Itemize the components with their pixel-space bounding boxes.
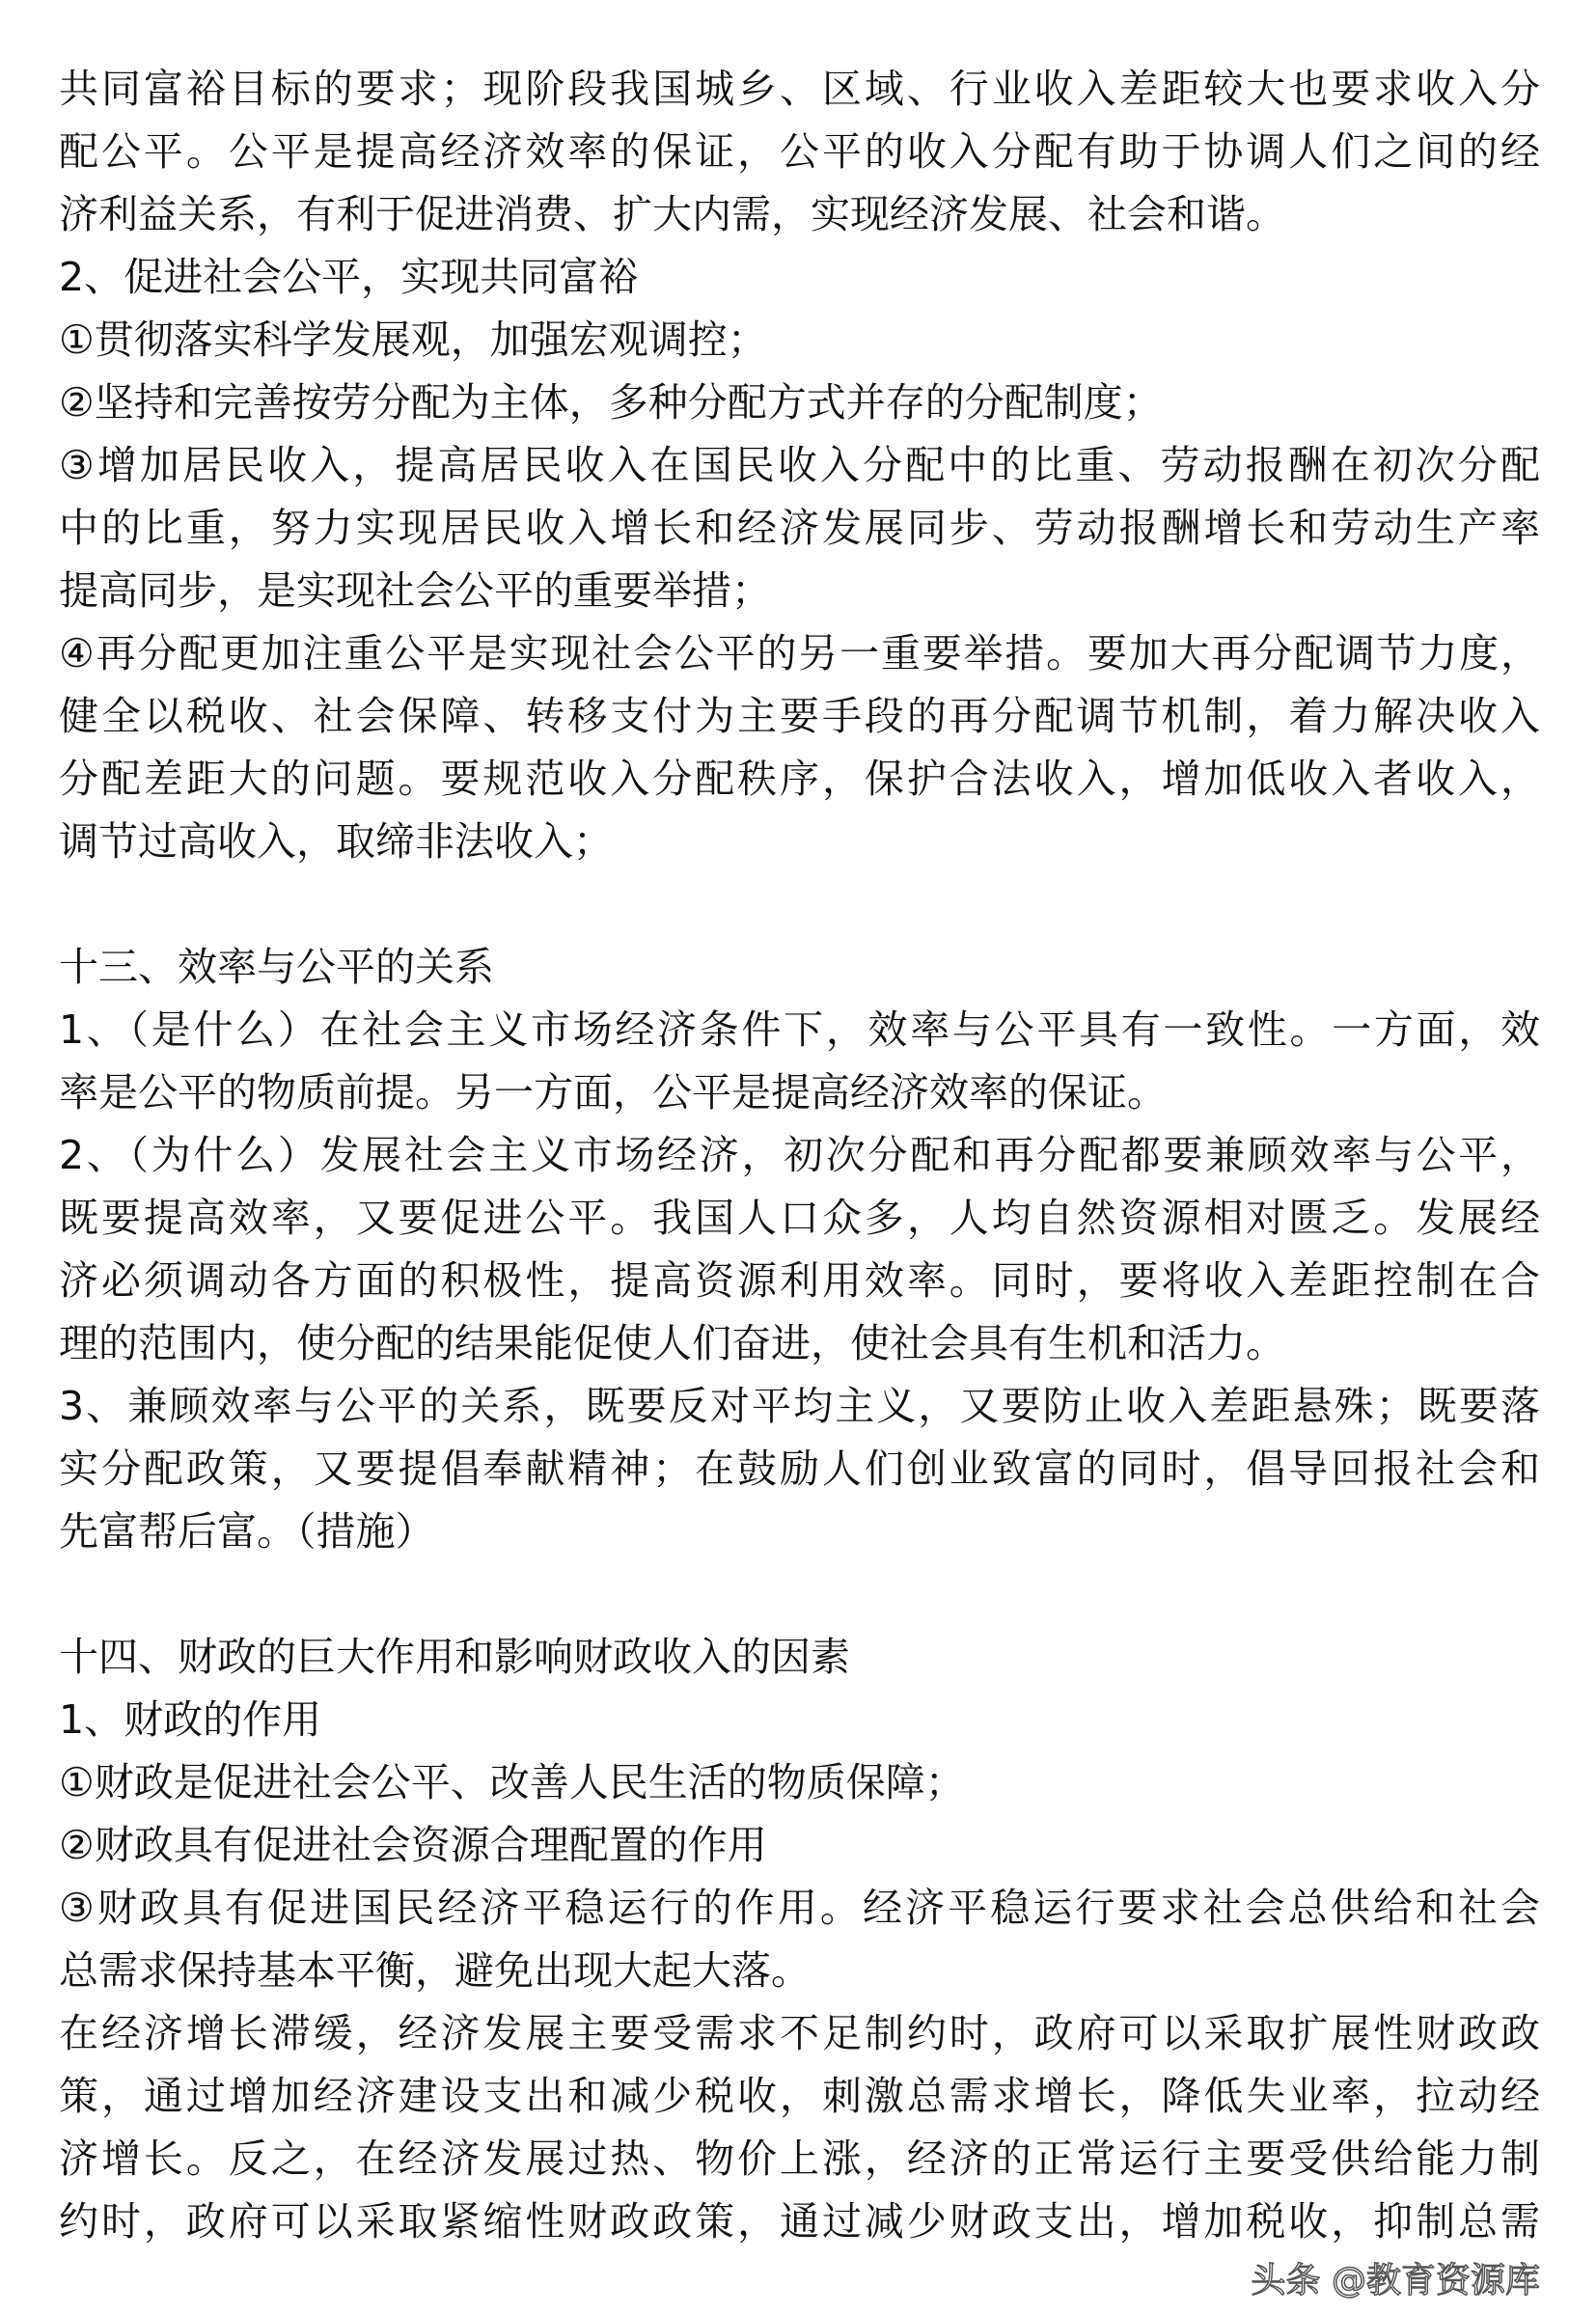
text-line: 2、促进社会公平，实现共同富裕	[59, 254, 639, 300]
text-line: 提高同步，是实现社会公平的重要举措；	[59, 567, 771, 614]
blank-line	[59, 1563, 1540, 1626]
text-line: 中的比重，努力实现居民收入增长和经济发展同步、劳动报酬增长和劳动生产率	[59, 505, 1540, 551]
text-line: 实分配政策，又要提倡奉献精神；在鼓励人们创业致富的同时，倡导回报社会和	[59, 1446, 1540, 1492]
text-line: 2、（为什么）发展社会主义市场经济，初次分配和再分配都要兼顾效率与公平，	[59, 1132, 1540, 1178]
watermark: 头条 @教育资源库	[1251, 2261, 1540, 2300]
text-line: 配公平。公平是提高经济效率的保证，公平的收入分配有助于协调人们之间的经	[59, 128, 1540, 175]
text-line: 健全以税收、社会保障、转移支付为主要手段的再分配调节机制，着力解决收入	[59, 693, 1540, 739]
text-line: ②财政具有促进社会资源合理配置的作用	[59, 1822, 767, 1868]
text-line: ③增加居民收入，提高居民收入在国民收入分配中的比重、劳动报酬在初次分配	[59, 442, 1540, 488]
text-line: 策，通过增加经济建设支出和减少税收，刺激总需求增长，降低失业率，拉动经	[59, 2073, 1540, 2119]
text-line: 1、财政的作用	[59, 1696, 322, 1743]
text-line: 3、兼顾效率与公平的关系，既要反对平均主义，又要防止收入差距悬殊；既要落	[59, 1383, 1540, 1429]
text-line: 在经济增长滞缓，经济发展主要受需求不足制约时，政府可以采取扩展性财政政	[59, 2010, 1540, 2056]
text-line: ②坚持和完善按劳分配为主体，多种分配方式并存的分配制度；	[59, 379, 1163, 426]
text-line: 济必须调动各方面的积极性，提高资源利用效率。同时，要将收入差距控制在合	[59, 1257, 1540, 1304]
text-line: 率是公平的物质前提。另一方面，公平是提高经济效率的保证。	[59, 1069, 1167, 1116]
blank-line	[59, 873, 1540, 936]
text-line: ③财政具有促进国民经济平稳运行的作用。经济平稳运行要求社会总供给和社会	[59, 1885, 1540, 1931]
text-line: ④再分配更加注重公平是实现社会公平的另一重要举措。要加大再分配调节力度，	[59, 630, 1540, 676]
text-line: 十四、财政的巨大作用和影响财政收入的因素	[59, 1634, 850, 1680]
text-line: 1、（是什么）在社会主义市场经济条件下，效率与公平具有一致性。一方面，效	[59, 1006, 1540, 1053]
text-line: 调节过高收入，取缔非法收入；	[59, 818, 613, 865]
text-line: 共同富裕目标的要求；现阶段我国城乡、区域、行业收入差距较大也要求收入分	[59, 66, 1540, 112]
text-line: 约时，政府可以采取紧缩性财政政策，通过减少财政支出，增加税收，抑制总需	[59, 2198, 1540, 2245]
text-line: 理的范围内，使分配的结果能促使人们奋进，使社会具有生机和活力。	[59, 1320, 1285, 1366]
text-line: ①贯彻落实科学发展观，加强宏观调控；	[59, 317, 767, 363]
text-line: 既要提高效率，又要促进公平。我国人口众多，人均自然资源相对匮乏。发展经	[59, 1195, 1540, 1241]
text-line: ①财政是促进社会公平、改善人民生活的物质保障；	[59, 1759, 965, 1805]
text-line: 分配差距大的问题。要规范收入分配秩序，保护合法收入，增加低收入者收入，	[59, 756, 1540, 802]
text-line: 总需求保持基本平衡，避免出现大起大落。	[59, 1947, 811, 1994]
text-line: 济增长。反之，在经济发展过热、物价上涨，经济的正常运行主要受供给能力制	[59, 2135, 1540, 2182]
text-line: 十三、效率与公平的关系	[59, 944, 494, 990]
text-line: 济利益关系，有利于促进消费、扩大内需，实现经济发展、社会和谐。	[59, 191, 1285, 237]
document-body	[59, 58, 1540, 2253]
text-line: 先富帮后富。（措施）	[59, 1508, 435, 1555]
